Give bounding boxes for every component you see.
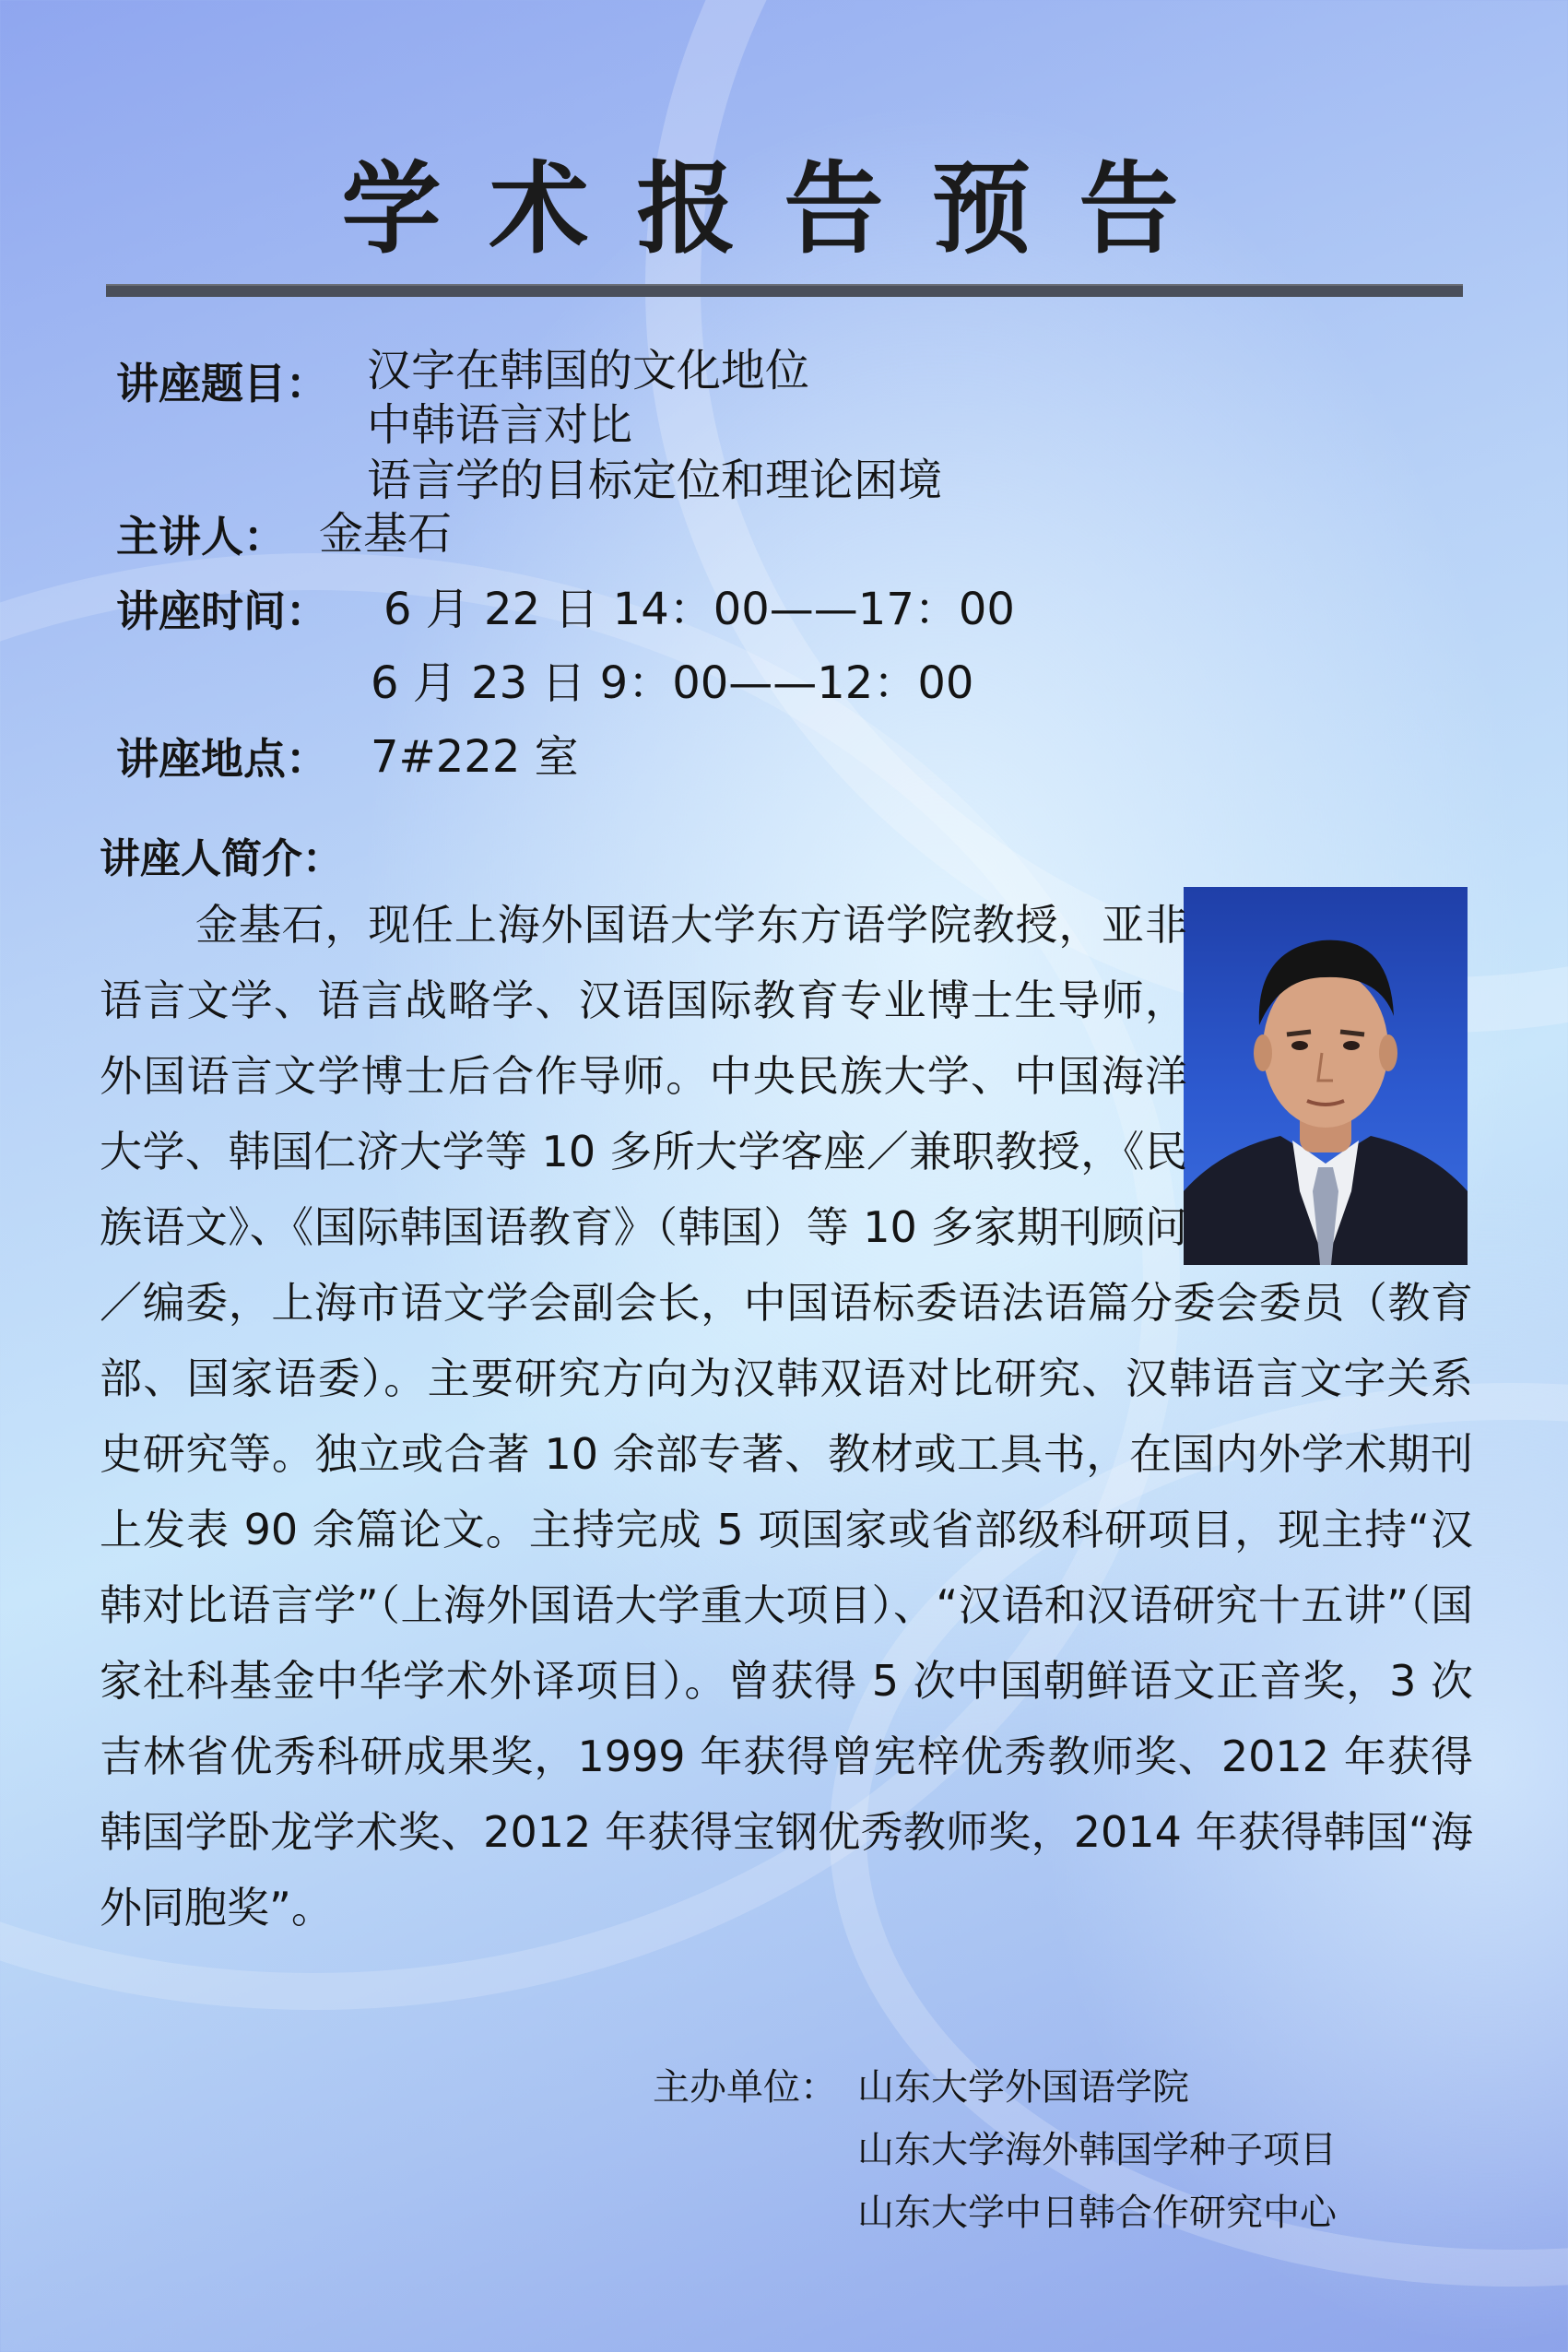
topic-line: 中韩语言对比 xyxy=(367,399,633,451)
time-slot: 6 月 23 日 9：00——12：00 xyxy=(371,657,974,709)
title-divider xyxy=(106,284,1463,297)
topic-label: 讲座题目： xyxy=(116,359,328,408)
page-title: 学术报告预告 xyxy=(341,152,1227,267)
bio-text xyxy=(100,887,1473,1945)
speaker-name: 金基石 xyxy=(319,508,453,560)
sponsor-label: 主办单位： xyxy=(653,2066,837,2109)
speaker-label: 主讲人： xyxy=(116,512,286,561)
topic-line: 汉字在韩国的文化地位 xyxy=(367,345,810,396)
bio-paragraph: 金基石，现任上海外国语大学东方语学院教授，亚非语言文学、语言战略学、汉语国际教育专业博士生导师，外国语言文学博士后合作导师。中央民族大学、中国海洋大学、韩国仁济大学等 10 多所大学客座／兼职教授，《民族语文》、《国际韩国语教育》（韩国）等 10 多家期刊顾问／编委，上海市语文学会副会长，中国语标委语法语篇分委会委员（教育部、国家语委）。主要研究方向为汉韩双语对比研究、汉韩语言文字关系史研究等。独立或合著 10 余部专著、教材或工具书，在国内外学术期刊上发表 90 余篇论文。主持完成 5 项国家或省部级科研项目，现主持“汉韩对比语言学”（上海外国语大学重大项目）、“汉语和汉语研究十五讲”（国家社科基金中华学术外译项目）。曾获得 5 次中国朝鲜语文正音奖，3 次吉林省优秀科研成果奖，1999 年获得曾宪梓优秀教师奖、2012 年获得韩国学卧龙学术奖、2012 年获得宝钢优秀教师奖，2014 年获得韩国“海外同胞奖”。 xyxy=(100,900,1473,1932)
time-label: 讲座时间： xyxy=(116,586,328,636)
topic-line: 语言学的目标定位和理论困境 xyxy=(367,455,943,506)
sponsor-unit: 山东大学中日韩合作研究中心 xyxy=(857,2192,1337,2234)
place-label: 讲座地点： xyxy=(116,734,328,784)
time-slot: 6 月 22 日 14：00——17：00 xyxy=(383,584,1015,635)
sponsor-unit: 山东大学外国语学院 xyxy=(857,2066,1189,2109)
bio-label: 讲座人简介： xyxy=(100,835,343,882)
place-value: 7#222 室 xyxy=(371,731,579,783)
sponsor-unit: 山东大学海外韩国学种子项目 xyxy=(857,2129,1337,2171)
